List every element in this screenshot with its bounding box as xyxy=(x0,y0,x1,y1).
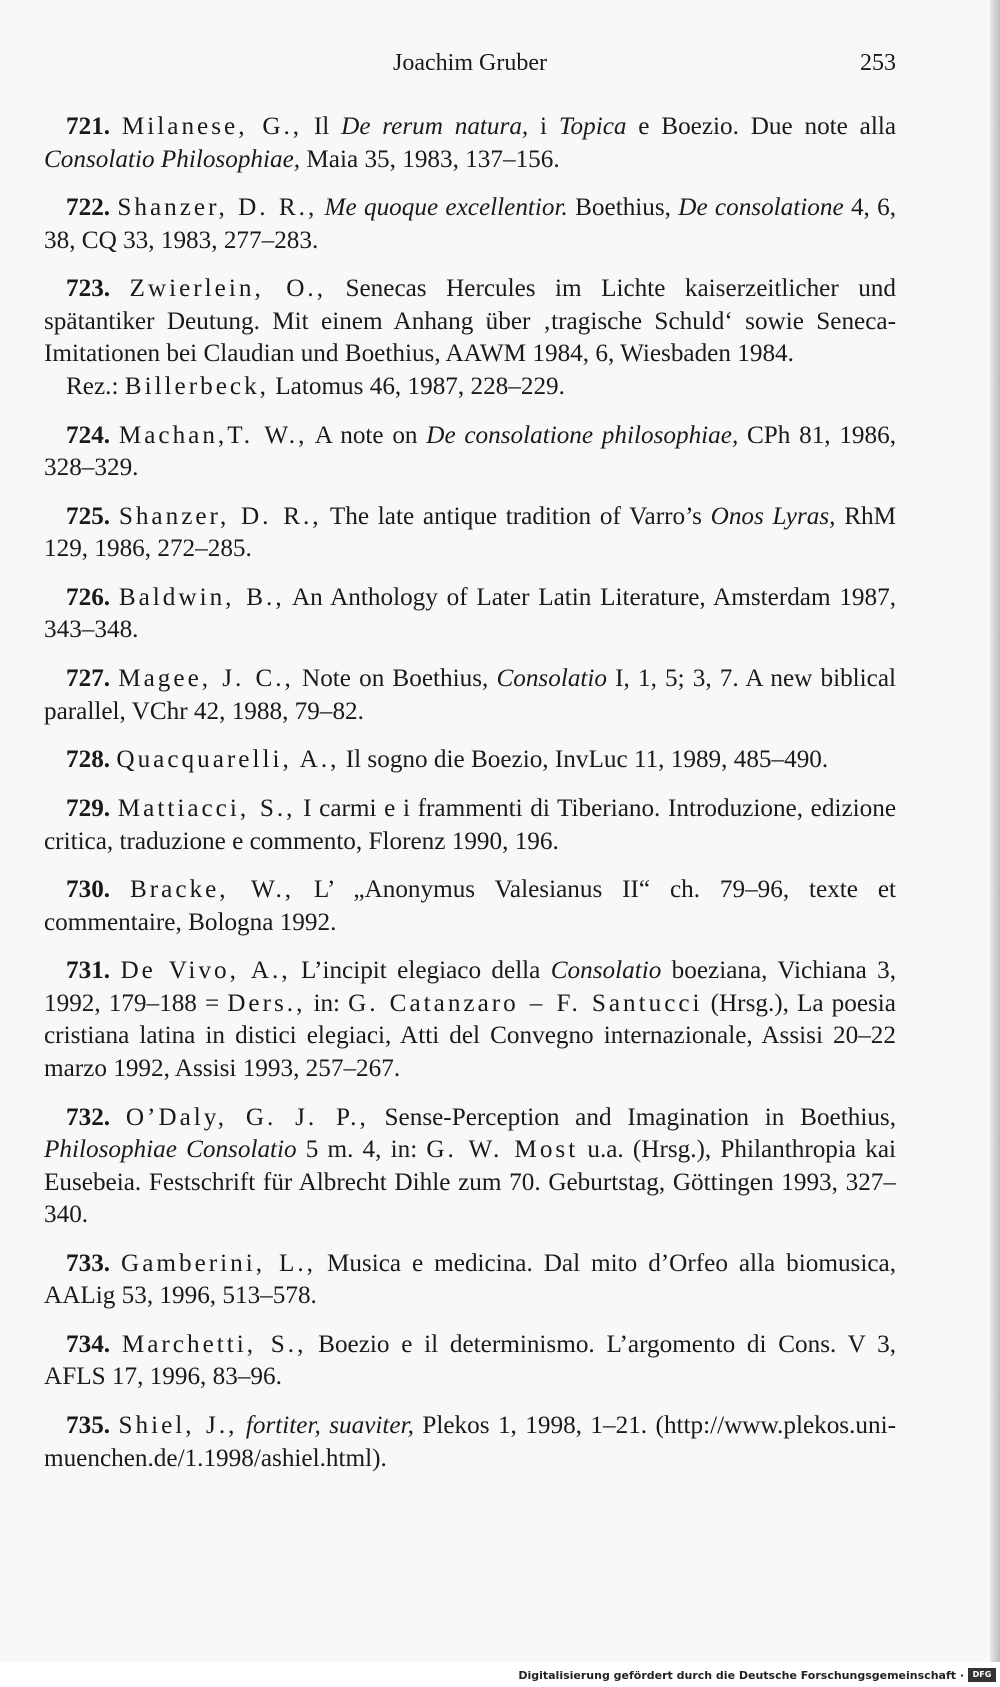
entry-number: 726. xyxy=(66,583,111,611)
bibliography-entry xyxy=(44,111,896,176)
entry-italic-title: Onos Lyras, xyxy=(710,502,836,530)
header-author: Joachim Gruber xyxy=(393,50,547,76)
entry-number: 729. xyxy=(66,795,111,822)
entry-author: Magee, J. C., xyxy=(118,665,294,693)
entry-segment: Maia 35, 1983, 137–156. xyxy=(300,145,560,173)
page-edge-shadow xyxy=(990,0,1000,1662)
entry-author: Zwierlein, O., xyxy=(129,275,327,303)
entry-author: Milanese, G., xyxy=(121,113,303,140)
entry-italic-title: De consolatione xyxy=(678,194,844,222)
entry-spaced-name: G. W. Most xyxy=(426,1136,579,1164)
entry-segment: 5 m. 4, in: xyxy=(296,1136,427,1164)
entry-author: Shiel, J., xyxy=(118,1412,238,1440)
entry-text xyxy=(44,273,896,371)
entry-text xyxy=(44,874,896,939)
entry-text xyxy=(44,744,896,777)
bibliography-entry xyxy=(44,663,896,728)
entry-segment: i xyxy=(528,113,559,140)
entry-segment: Plekos 1, 1998, 1–21. (http://www.plekos.uni-muenchen.de/1.1998/ashiel.html). xyxy=(44,1412,896,1472)
review-citation: Latomus 46, 1987, 228–229. xyxy=(275,372,565,400)
review-prefix: Rez.: xyxy=(66,372,119,400)
entry-author: Mattiacci, S., xyxy=(117,795,296,822)
entry-text xyxy=(44,420,896,485)
entry-segment: I, 1, 5; 3, 7. A new biblical parallel, VChr 42, 1988, 79–82. xyxy=(44,665,897,725)
entry-number: 727. xyxy=(66,665,111,693)
entry-number: 721. xyxy=(66,113,111,140)
entry-italic-title: De consolatione philosophiae, xyxy=(426,421,739,449)
entry-segment: in: xyxy=(305,989,349,1017)
bibliography-entry xyxy=(44,955,896,1085)
entry-segment: I carmi e i frammenti di Tiberiano. Introduzione, edizione critica, traduzione e commento, Florenz 1990, 196. xyxy=(44,795,896,855)
entry-segment: Note on Boethius, xyxy=(302,665,497,693)
entry-number: 733. xyxy=(66,1249,111,1277)
entry-italic-title: Consolatio Philosophiae, xyxy=(44,145,301,173)
entry-italic-title: De rerum natura, xyxy=(341,113,529,140)
entry-italic-title: Consolatio xyxy=(496,665,608,693)
entry-text xyxy=(44,1329,896,1394)
entry-italic-title: fortiter, suaviter, xyxy=(245,1412,414,1440)
entry-segment: (Hrsg.), La poesia cristiana latina in distici elegiaci, Atti del Convegno internazionale, Assisi 20–22 marzo 1992, Assisi 1993, 257–267. xyxy=(44,989,896,1082)
entry-segment: L’incipit elegiaco della xyxy=(300,957,551,985)
bibliography-entry xyxy=(44,1248,896,1313)
bibliography-entry xyxy=(44,793,896,858)
entry-segment: Il sogno die Boezio, InvLuc 11, 1989, 485–490. xyxy=(345,746,829,774)
bibliography-entry xyxy=(44,1329,896,1394)
entry-segment: RhM 129, 1986, 272–285. xyxy=(44,502,897,563)
entry-segment: Senecas Hercules im Lichte kaiserzeitlicher und spätantiker Deutung. Mit einem Anhang über ‚tragische Schuld‘ sowie Seneca-Imitationen bei Claudian und Boethius, AAWM 1984, 6, Wiesbaden 1984. xyxy=(44,275,896,368)
entry-segment: u.a. (Hrsg.), Philanthropia kai Eusebeia. Festschrift für Albrecht Dihle zum 70. Geburtstag, Göttingen 1993, 327–340. xyxy=(44,1136,896,1229)
entry-number: 725. xyxy=(66,502,111,530)
entry-number: 734. xyxy=(66,1330,111,1358)
bibliography-list xyxy=(44,111,896,1491)
entry-number: 731. xyxy=(66,957,111,985)
entry-text xyxy=(44,501,896,566)
entry-author: Bracke, W., xyxy=(129,876,295,904)
entry-text xyxy=(44,793,896,858)
entry-author: Machan,T. W., xyxy=(118,421,308,449)
running-header xyxy=(44,50,896,86)
entry-number: 722. xyxy=(66,194,111,222)
entry-text xyxy=(44,663,896,728)
entry-segment: 4, 6, 38, CQ 33, 1983, 277–283. xyxy=(44,194,897,254)
entry-segment: The late antique tradition of Varro’s xyxy=(329,502,711,530)
bibliography-entry xyxy=(44,1102,896,1232)
entry-italic-title: Consolatio xyxy=(550,957,662,985)
entry-spaced-name: G. Catanzaro – F. Santucci xyxy=(348,989,703,1017)
entry-author: Quacquarelli, A., xyxy=(116,746,340,774)
page-number: 253 xyxy=(860,50,896,76)
entry-segment: Il xyxy=(313,113,342,140)
entry-segment: L’ „Anonymus Valesianus II“ ch. 79–96, texte et commentaire, Bologna 1992. xyxy=(44,876,897,936)
entry-segment: Sense-Perception and Imagination in Boethius, xyxy=(384,1103,897,1131)
review-author: Billerbeck, xyxy=(124,372,269,400)
footer-credit: Digitalisierung gefördert durch die Deutsche Forschungsgemeinschaft · xyxy=(518,1669,964,1682)
entry-text xyxy=(44,582,896,647)
entry-text xyxy=(44,1410,896,1475)
entry-text xyxy=(44,192,896,257)
entry-segment: Boethius, xyxy=(567,194,679,222)
entry-number: 730. xyxy=(66,876,111,904)
entry-review xyxy=(44,371,896,404)
entry-segment: Musica e medicina. Dal mito d’Orfeo alla biomusica, AALig 53, 1996, 513–578. xyxy=(44,1249,896,1310)
bibliography-entry xyxy=(44,192,896,257)
entry-number: 732. xyxy=(66,1103,111,1131)
entry-text xyxy=(44,111,896,176)
entry-italic-title: Me quoque excellentior. xyxy=(324,194,568,222)
entry-text xyxy=(44,1248,896,1313)
bibliography-entry xyxy=(44,1410,896,1475)
bibliography-entry xyxy=(44,420,896,485)
entry-number: 735. xyxy=(66,1412,111,1440)
entry-italic-title: Philosophiae Consolatio xyxy=(44,1136,297,1164)
entry-spaced-name: Ders., xyxy=(227,989,306,1017)
entry-author: Baldwin, B., xyxy=(118,583,285,611)
entry-author: Shanzer, D. R., xyxy=(117,194,318,222)
entry-number: 724. xyxy=(66,421,111,449)
entry-segment: boeziana, Vichiana 3, 1992, 179–188 = xyxy=(44,957,897,1017)
entry-italic-title: Topica xyxy=(558,113,627,140)
entry-author: Shanzer, D. R., xyxy=(118,502,322,530)
digitization-footer xyxy=(0,1664,1000,1687)
entry-author: De Vivo, A., xyxy=(120,957,291,985)
entry-segment: Boezio e il determinismo. L’argomento di Cons. V 3, AFLS 17, 1996, 83–96. xyxy=(44,1330,897,1391)
bibliography-entry xyxy=(44,582,896,647)
entry-segment: An Anthology of Later Latin Literature, Amsterdam 1987, 343–348. xyxy=(44,583,896,644)
entry-text xyxy=(44,1102,896,1232)
entry-segment: A note on xyxy=(314,421,427,449)
bibliography-entry xyxy=(44,744,896,777)
entry-author: Gamberini, L., xyxy=(121,1249,316,1277)
bibliography-entry xyxy=(44,874,896,939)
bibliography-entry xyxy=(44,273,896,403)
entry-text xyxy=(44,955,896,1085)
entry-segment: e Boezio. Due note alla xyxy=(626,113,897,140)
entry-author: Marchetti, S., xyxy=(121,1330,307,1358)
dfg-logo-icon: DFG xyxy=(968,1668,996,1682)
entry-number: 723. xyxy=(66,275,111,303)
entry-segment: CPh 81, 1986, 328–329. xyxy=(44,421,896,482)
bibliography-entry xyxy=(44,501,896,566)
entry-author: O’Daly, G. J. P., xyxy=(125,1103,369,1131)
entry-number: 728. xyxy=(66,746,111,774)
